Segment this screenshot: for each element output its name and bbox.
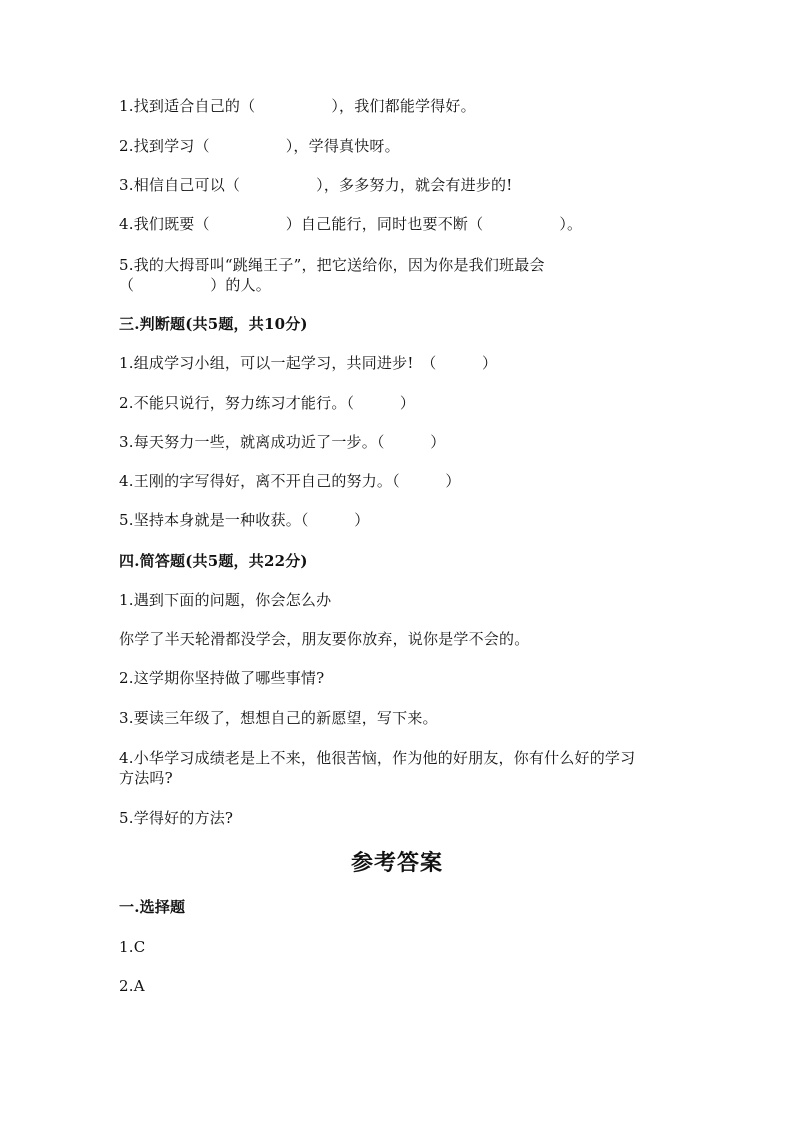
judge-section-heading: 三.判断题(共5题，共10分) xyxy=(119,315,308,333)
judge-q5: 5.坚持本身就是一种收获。（ ） xyxy=(119,511,370,529)
short-answer-q4-line1: 4.小华学习成绩老是上不来，他很苦恼，作为他的好朋友，你有什么好的学习 xyxy=(119,749,636,767)
short-answer-q1-detail: 你学了半天轮滑都没学会，朋友要你放弃，说你是学不会的。 xyxy=(119,630,530,648)
short-answer-q5: 5.学得好的方法? xyxy=(119,809,234,827)
judge-q4: 4.王刚的字写得好，离不开自己的努力。（ ） xyxy=(119,472,461,490)
short-answer-q1: 1.遇到下面的问题，你会怎么办 xyxy=(119,591,332,609)
answer-1: 1.C xyxy=(119,938,146,956)
short-answer-q3: 3.要读三年级了，想想自己的新愿望，写下来。 xyxy=(119,709,438,727)
judge-q1: 1.组成学习小组，可以一起学习，共同进步! （ ） xyxy=(119,354,498,372)
judge-q2: 2.不能只说行，努力练习才能行。（ ） xyxy=(119,394,416,412)
answer-section1-heading: 一.选择题 xyxy=(119,898,186,916)
short-answer-q2: 2.这学期你坚持做了哪些事情? xyxy=(119,669,325,687)
short-answer-section-heading: 四.简答题(共5题，共22分) xyxy=(119,552,308,570)
fill-blank-q2: 2.找到学习（ ），学得真快呀。 xyxy=(119,137,400,155)
judge-q3: 3.每天努力一些，就离成功近了一步。（ ） xyxy=(119,433,446,451)
fill-blank-q1: 1.找到适合自己的（ ），我们都能学得好。 xyxy=(119,97,476,115)
answer-key-title: 参考答案 xyxy=(350,850,443,876)
answer-2: 2.A xyxy=(119,977,145,995)
short-answer-q4-line2: 方法吗? xyxy=(119,769,173,787)
fill-blank-q5-line1: 5.我的大拇哥叫“跳绳王子”，把它送给你，因为你是我们班最会 xyxy=(119,256,545,274)
fill-blank-q4: 4.我们既要（ ）自己能行，同时也要不断（ ）。 xyxy=(119,215,583,233)
fill-blank-q3: 3.相信自己可以（ ），多多努力，就会有进步的! xyxy=(119,176,513,194)
fill-blank-q5-line2: （ ）的人。 xyxy=(119,276,272,294)
